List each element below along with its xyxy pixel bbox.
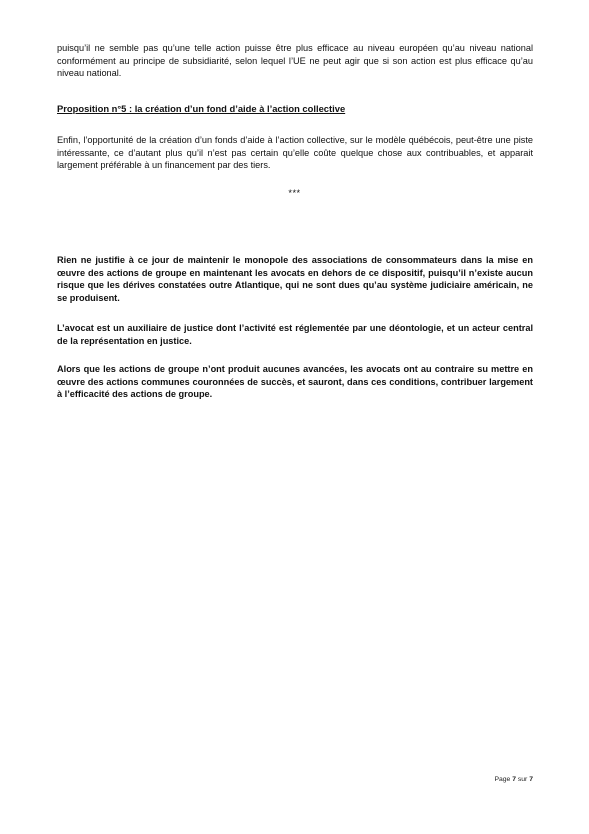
- section-separator: ***: [288, 188, 301, 198]
- continuation-paragraph: puisqu’il ne semble pas qu’une telle action puisse être plus efficace au niveau européen qu’au niveau national conformément au principe de subsidiarité, selon lequel l’UE ne peut agir que si son action est plus efficace qu’au niveau national.: [57, 43, 533, 79]
- page-of-label: sur: [517, 776, 528, 783]
- conclusion-paragraph-2: L’avocat est un auxiliaire de justice dont l’activité est réglementée par une déontologie, et un acteur central de la représentation en justice.: [57, 323, 533, 346]
- page-footer: [440, 776, 533, 783]
- proposition-heading: Proposition n°5 : la création d’un fond d’aide à l’action collective: [57, 103, 346, 114]
- conclusion-paragraph-3: Alors que les actions de groupe n’ont produit aucunes avancées, les avocats ont au contraire su mettre en œuvre des actions communes couronnées de succès, et sauront, dans ces conditions, contribuer largement à l’efficacité des actions de groupe.: [57, 364, 533, 400]
- current-page-number: 7: [512, 776, 516, 783]
- conclusion-paragraph-1: Rien ne justifie à ce jour de maintenir le monopole des associations de consommateurs dans la mise en œuvre des actions de groupe en maintenant les avocats en dehors de ce dispositif, puisqu’il n’existe aucun risque que les dérives constatées outre Atlantique, qui ne sont dues qu’au système judiciaire américain, ne se produisent.: [57, 255, 533, 303]
- proposition-paragraph: Enfin, l’opportunité de la création d’un fonds d’aide à l’action collective, sur le modèle québécois, peut-être une piste intéressante, ce d’autant plus qu’il n’est pas certain qu’elle coûte quelque chose aux contribuables, et apparait largement préférable à un financement par des tiers.: [57, 135, 533, 171]
- total-pages-number: 7: [529, 776, 533, 783]
- page-label: Page: [494, 776, 511, 783]
